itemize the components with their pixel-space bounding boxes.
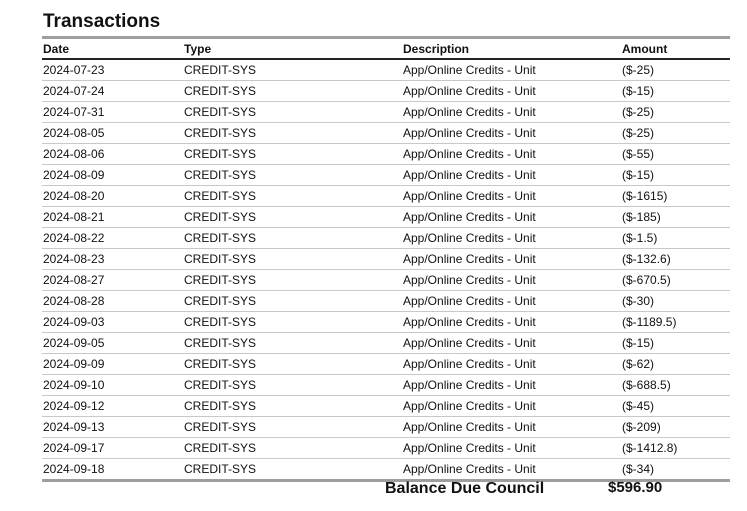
cell-type: CREDIT-SYS [184, 189, 257, 203]
cell-date: 2024-08-20 [43, 189, 105, 203]
table-row [42, 249, 730, 270]
cell-amount: ($-1615) [622, 189, 668, 203]
cell-amount: ($-34) [622, 462, 655, 476]
cell-description: App/Online Credits - Unit [403, 126, 536, 140]
cell-date: 2024-09-17 [43, 441, 105, 455]
table-row [42, 354, 730, 375]
cell-date: 2024-07-31 [43, 105, 105, 119]
cell-type: CREDIT-SYS [184, 273, 257, 287]
cell-amount: ($-25) [622, 126, 655, 140]
cell-date: 2024-07-23 [43, 63, 105, 77]
cell-type: CREDIT-SYS [184, 105, 257, 119]
balance-label: Balance Due Council [385, 480, 545, 497]
cell-date: 2024-08-21 [43, 210, 105, 224]
table-row [42, 375, 730, 396]
cell-description: App/Online Credits - Unit [403, 315, 536, 329]
cell-description: App/Online Credits - Unit [403, 252, 536, 266]
table-row [42, 417, 730, 438]
cell-amount: ($-209) [622, 420, 661, 434]
cell-date: 2024-08-28 [43, 294, 105, 308]
column-header-type: Type [184, 41, 212, 56]
cell-date: 2024-08-22 [43, 231, 105, 245]
cell-amount: ($-670.5) [622, 273, 671, 287]
cell-amount: ($-688.5) [622, 378, 671, 392]
cell-date: 2024-09-18 [43, 462, 105, 476]
cell-amount: ($-1.5) [622, 231, 658, 245]
cell-amount: ($-15) [622, 168, 655, 182]
cell-date: 2024-09-09 [43, 357, 105, 371]
cell-date: 2024-09-13 [43, 420, 105, 434]
cell-amount: ($-132.6) [622, 252, 671, 266]
balance-summary [0, 478, 747, 502]
cell-amount: ($-1412.8) [622, 441, 678, 455]
cell-date: 2024-08-23 [43, 252, 105, 266]
cell-description: App/Online Credits - Unit [403, 210, 536, 224]
cell-amount: ($-25) [622, 63, 655, 77]
cell-description: App/Online Credits - Unit [403, 63, 536, 77]
cell-amount: ($-55) [622, 147, 655, 161]
cell-description: App/Online Credits - Unit [403, 336, 536, 350]
table-body [42, 59, 730, 481]
table-row [42, 270, 730, 291]
table-row [42, 396, 730, 417]
cell-type: CREDIT-SYS [184, 147, 257, 161]
cell-amount: ($-1189.5) [622, 315, 677, 329]
cell-description: App/Online Credits - Unit [403, 105, 536, 119]
cell-description: App/Online Credits - Unit [403, 420, 536, 434]
cell-date: 2024-08-09 [43, 168, 105, 182]
cell-type: CREDIT-SYS [184, 231, 257, 245]
table-row [42, 207, 730, 228]
table-row [42, 59, 730, 81]
cell-date: 2024-09-10 [43, 378, 105, 392]
cell-description: App/Online Credits - Unit [403, 441, 536, 455]
cell-amount: ($-15) [622, 336, 655, 350]
table-row [42, 186, 730, 207]
cell-type: CREDIT-SYS [184, 315, 257, 329]
column-header-description: Description [403, 41, 470, 56]
cell-type: CREDIT-SYS [184, 252, 257, 266]
table-row [42, 123, 730, 144]
table-row [42, 291, 730, 312]
column-header-date: Date [43, 41, 70, 56]
cell-type: CREDIT-SYS [184, 336, 257, 350]
cell-description: App/Online Credits - Unit [403, 294, 536, 308]
cell-type: CREDIT-SYS [184, 357, 257, 371]
cell-description: App/Online Credits - Unit [403, 147, 536, 161]
page-title: Transactions [43, 11, 161, 32]
table-row [42, 228, 730, 249]
cell-description: App/Online Credits - Unit [403, 378, 536, 392]
cell-date: 2024-09-03 [43, 315, 105, 329]
column-header-amount: Amount [622, 41, 668, 56]
cell-amount: ($-45) [622, 399, 655, 413]
cell-type: CREDIT-SYS [184, 126, 257, 140]
transactions-table-container [42, 36, 730, 482]
cell-date: 2024-08-06 [43, 147, 105, 161]
cell-amount: ($-62) [622, 357, 655, 371]
cell-description: App/Online Credits - Unit [403, 231, 536, 245]
cell-date: 2024-08-27 [43, 273, 105, 287]
cell-type: CREDIT-SYS [184, 210, 257, 224]
transactions-table [42, 36, 730, 482]
balance-value: $596.90 [608, 479, 663, 496]
cell-description: App/Online Credits - Unit [403, 462, 536, 476]
cell-type: CREDIT-SYS [184, 168, 257, 182]
table-row [42, 438, 730, 459]
cell-description: App/Online Credits - Unit [403, 357, 536, 371]
cell-description: App/Online Credits - Unit [403, 84, 536, 98]
cell-amount: ($-15) [622, 84, 655, 98]
table-row [42, 333, 730, 354]
cell-date: 2024-08-05 [43, 126, 105, 140]
cell-date: 2024-09-05 [43, 336, 105, 350]
cell-type: CREDIT-SYS [184, 378, 257, 392]
cell-date: 2024-09-12 [43, 399, 105, 413]
header-row [42, 38, 730, 60]
table-row [42, 81, 730, 102]
table-header [42, 38, 730, 60]
cell-amount: ($-30) [622, 294, 655, 308]
cell-type: CREDIT-SYS [184, 441, 257, 455]
table-row [42, 144, 730, 165]
cell-description: App/Online Credits - Unit [403, 168, 536, 182]
cell-amount: ($-25) [622, 105, 655, 119]
cell-date: 2024-07-24 [43, 84, 105, 98]
cell-type: CREDIT-SYS [184, 63, 257, 77]
cell-type: CREDIT-SYS [184, 294, 257, 308]
cell-type: CREDIT-SYS [184, 462, 257, 476]
table-row [42, 165, 730, 186]
cell-type: CREDIT-SYS [184, 399, 257, 413]
cell-type: CREDIT-SYS [184, 84, 257, 98]
cell-description: App/Online Credits - Unit [403, 273, 536, 287]
table-row [42, 312, 730, 333]
cell-amount: ($-185) [622, 210, 661, 224]
table-row [42, 102, 730, 123]
cell-type: CREDIT-SYS [184, 420, 257, 434]
cell-description: App/Online Credits - Unit [403, 399, 536, 413]
cell-description: App/Online Credits - Unit [403, 189, 536, 203]
